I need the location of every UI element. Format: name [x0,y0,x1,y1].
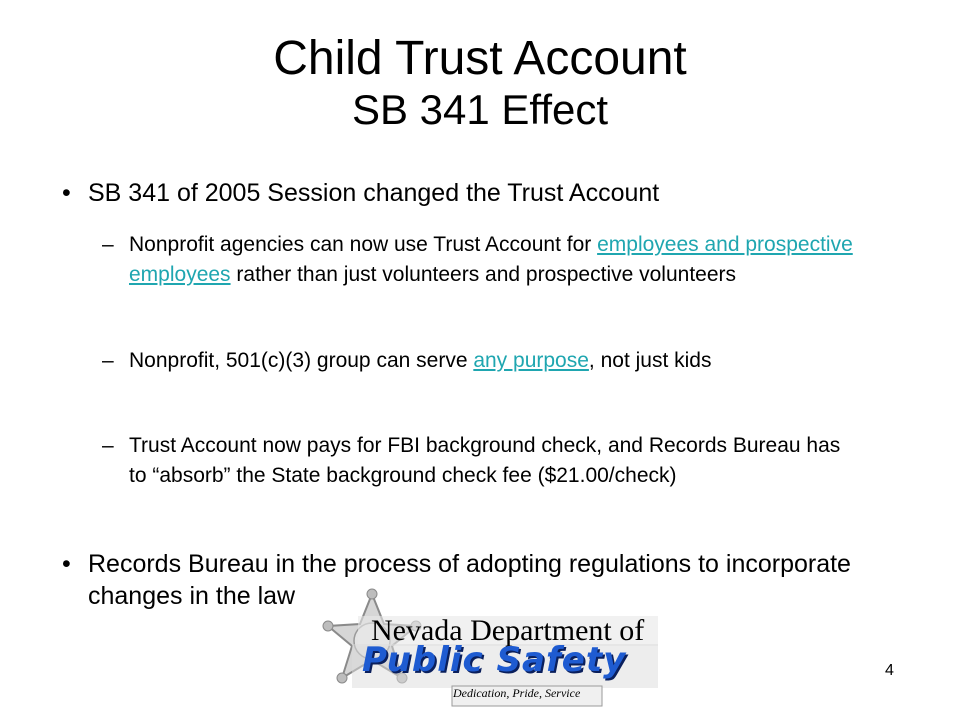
slide-title [0,32,960,133]
slide-number: 4 [885,662,894,679]
title-line-1: Child Trust Account [273,32,687,85]
dash-marker: – [102,349,114,372]
sub-item-text-after: , not just kids [588,349,712,372]
sub-item-text: Trust Account now pays for FBI background check, and Records Bureau has to “absorb” the State background check fee ($21.00/check) [129,434,841,487]
dash-marker: – [102,233,114,256]
employees-link[interactable]: employees and prospective employees [129,233,853,286]
bullet-marker: • [62,179,71,207]
sub-item [102,230,862,290]
sub-item-text-before: Nonprofit, 501(c)(3) group can serve [129,349,474,372]
sub-item-text-after: rather than just volunteers and prospective volunteers [230,263,737,286]
sub-item-text-before: Nonprofit agencies can now use Trust Account for [129,233,598,256]
dash-marker: – [102,434,114,457]
bullet-text: SB 341 of 2005 Session changed the Trust Account [88,179,660,207]
sub-item [102,431,862,491]
logo-department-text: Nevada Department of [371,614,645,647]
bullet-item [62,177,922,209]
sub-item-text [129,230,862,290]
bullet-marker: • [62,550,71,578]
title-line-2: SB 341 Effect [351,85,609,133]
bullet-text: Records Bureau in the process of adopting regulations to incorporate changes in the law [88,550,851,610]
any-purpose-link[interactable]: any purpose [473,349,589,372]
logo-tagline: Dedication, Pride, Service [453,686,581,700]
logo-public-safety-text: Public Safety [362,640,627,680]
sub-item-text [129,346,862,376]
sub-item [102,346,862,376]
